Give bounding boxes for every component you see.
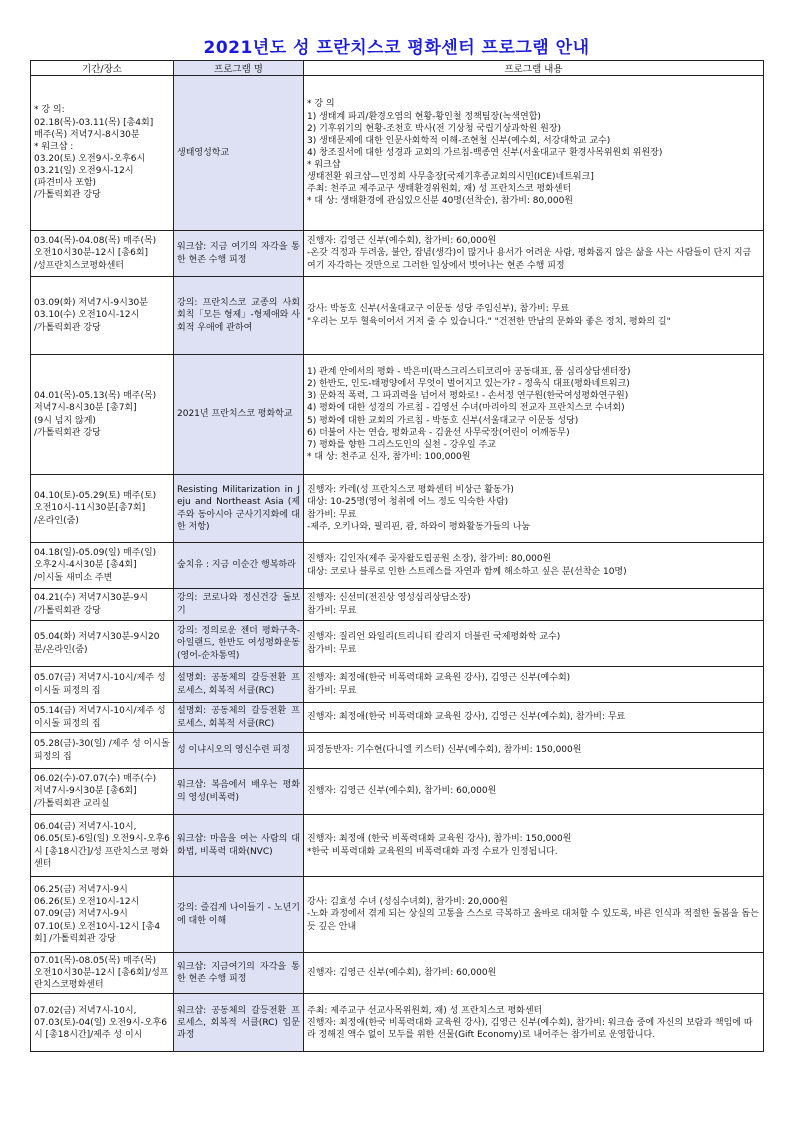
period-line: 오후2시-4시30분 [총4회] (34, 560, 137, 571)
content-line: 주최: 제주교구 선교사목위원회, 재) 성 프란치스코 평화센터 (307, 1005, 543, 1016)
program-content-cell (304, 355, 764, 475)
program-content-cell (304, 543, 764, 589)
table-row (31, 231, 764, 277)
period-cell (31, 667, 174, 703)
content-line: 참가비: 무료 (307, 685, 357, 696)
table-row (31, 277, 764, 355)
program-name-cell: 성 이냐시오의 영신수련 피정 (174, 733, 304, 769)
period-cell (31, 543, 174, 589)
content-line: 진행자: 신선미(전진상 영성심리상담소장) (307, 593, 471, 604)
content-line: 7) 평화를 향한 그리스도인의 실천 - 강우일 주교 (307, 439, 497, 450)
content-line: 진행자: 김영근 신부(예수회), 참가비: 60,000원 (307, 786, 497, 797)
content-line: * 대 상: 생태환경에 관심있으신분 40명(선착순), 참가비: 80,000원 (307, 196, 573, 207)
program-content-cell (304, 667, 764, 703)
content-line: 진행자: 김인자(제주 곶자왈도립공원 소장), 참가비: 80,000원 (307, 554, 552, 565)
period-line: 저녁7시-9시30분 [총6회] (34, 786, 137, 797)
program-content-cell (304, 621, 764, 667)
period-line: 06.05(토)-6일(일) 오전9시-오후6시 [총18시간]/성 프란치스코 평화센터 (34, 834, 170, 869)
table-body (31, 76, 764, 1052)
period-cell (31, 994, 174, 1052)
content-line: 강사: 김효성 수녀 (성심수녀회), 참가비: 20,000원 (307, 897, 508, 908)
header-program: 프로그램 명 (174, 61, 304, 76)
period-line: 07.10(토) 오전10시-12시 [총4회] /가톨릭회관 강당 (34, 921, 161, 944)
content-line: *한국 비폭력대화 교육원의 비폭력대화 과정 수료가 인정됩니다. (307, 846, 558, 857)
period-line: 07.02(금) 저녁7시-10시, (34, 1005, 137, 1016)
period-line: 04.18(일)-05.09(일) 매주(일) (34, 548, 157, 559)
period-line: 05.14(금) 저녁7시-10시/제주 성 이시돌 피정의 집 (34, 706, 166, 729)
program-name-cell: 워크샵: 마음을 여는 사람의 대화법, 비폭력 대화(NVC) (174, 815, 304, 877)
content-line: 진행자: 질리언 와일리(트리니티 칼리지 더블린 국제평화학 교수) (307, 632, 561, 643)
period-line: /온라인(줌) (34, 515, 79, 526)
content-line: * 강 의 (307, 99, 335, 110)
period-line: (파견미사 포함) (34, 178, 97, 189)
program-name-cell: 강의: 즐겁게 나이들기 - 노년기에 대한 이해 (174, 877, 304, 953)
content-line: 5) 평화에 대한 교회의 가르침 - 박동호 신부(서울대교구 이문동 성당) (307, 415, 579, 426)
program-content-cell (304, 231, 764, 277)
table-row (31, 589, 764, 621)
content-line: 2) 기후위기의 현황-조천호 박사(전 기상청 국립기상과학원 원장) (307, 123, 562, 134)
program-content-cell (304, 589, 764, 621)
content-line: 진행자: 카레(성 프란치스코 평화센터 비상근 활동가) (307, 485, 514, 496)
program-content-cell (304, 815, 764, 877)
page-title: 2021년도 성 프란치스코 평화센터 프로그램 안내 (203, 38, 590, 58)
content-line: 1) 관계 안에서의 평화 - 박은미(팍스크리스티코리아 공동대표, 품 심리상담센터장) (307, 366, 631, 377)
program-name-cell: 강의: 프란치스코 교종의 사회회칙「모든 형제」-형제애와 사회적 우애에 관하여 (174, 277, 304, 355)
program-name-cell: 워크샵: 지금여기의 자각을 통한 현존 수행 피정 (174, 953, 304, 994)
content-line: 3) 생태문제에 대한 인문사회학적 이해-조현철 신부(예수회, 서강대학교 교수) (307, 135, 611, 146)
period-cell (31, 733, 174, 769)
program-name-cell: 워크샵: 지금 여기의 자각을 통한 현존 수행 피정 (174, 231, 304, 277)
period-line: * 워크샵 : (34, 141, 74, 152)
period-cell (31, 475, 174, 543)
content-line: 4) 평화에 대한 성경의 가르침 - 김영선 수녀(마리아의 전교자 프란치스코 수녀회) (307, 403, 625, 414)
content-line: 진행자: 최정애(한국 비폭력대화 교육원 강사), 김영근 신부(예수회), 참가비: 워크숍 중에 자신의 보람과 책임에 따라 정해진 액수 없이 모두를 위한 선물(Gift Economy)로 내어주는 참가비로 운영합니다. (307, 1017, 753, 1040)
period-line: 04.21(수) 저녁7시30분-9시 (34, 593, 148, 604)
program-name-cell: 워크샵: 복음에서 배우는 평화의 영성(비폭력) (174, 769, 304, 815)
period-line: 05.07(금) 저녁7시-10시/제주 성 이시돌 피정의 집 (34, 673, 166, 696)
content-line: 진행자: 김영근 신부(예수회), 참가비: 60,000원 (307, 968, 497, 979)
period-cell (31, 953, 174, 994)
table-row (31, 76, 764, 231)
period-line: /가톨릭회관 강당 (34, 322, 101, 333)
program-content-cell (304, 76, 764, 231)
period-line: 오전10시30분-12시 [총6회]/성프란치스코평화센터 (34, 968, 169, 991)
content-line: 주최: 천주교 제주교구 생태환경위원회, 재) 성 프란치스코 평화센터 (307, 184, 572, 195)
content-line: "우리는 모두 혈육이어서 거저 줄 수 있습니다." "건전한 만남의 문화와 좋은 정치, 평화의 길" (307, 316, 671, 327)
content-line: 참가비: 무료 (307, 644, 357, 655)
program-name-cell: 생태영성학교 (174, 76, 304, 231)
table-row (31, 703, 764, 733)
content-line: -온갖 걱정과 두려움, 불안, 잡념(생각)이 많거나 용서가 어려운 사람, 평화롭지 않은 삶을 사는 사람들이 단지 지금 여기 자각하는 것만으로 그러한 일상에서 벗어나는 현존 수행 피정 (307, 248, 752, 271)
content-line: 강사: 박동호 신부(서울대교구 이문동 성당 주임신부), 참가비: 무료 (307, 304, 570, 315)
content-line: 대상: 10-25명(영어 청취에 어느 정도 익숙한 사람) (307, 497, 509, 508)
period-line: 03.20(토) 오전9시-오후6시 (34, 154, 146, 164)
period-line: /가톨릭회관 강당 (34, 190, 101, 201)
period-line: 저녁7시-8시30분 [총7회] (34, 403, 137, 414)
content-line: 6) 더불어 사는 연습, 평화교육 - 김윤선 사무국장(어린이 어깨동무) (307, 427, 570, 438)
period-line: 05.04(화) 저녁7시30분-9시20분/온라인(줌) (34, 632, 160, 655)
table-row (31, 355, 764, 475)
period-line: 07.09(금) 저녁7시-9시 (34, 909, 128, 920)
period-cell (31, 589, 174, 621)
table-row (31, 877, 764, 953)
table-row (31, 543, 764, 589)
table-row (31, 475, 764, 543)
period-line: 매주(목) 저녁7시-8시30분 (34, 129, 140, 140)
program-content-cell (304, 994, 764, 1052)
program-content-cell (304, 475, 764, 543)
content-line: 참가비: 무료 (307, 605, 357, 616)
period-line: 06.02(수)-07.07(수) 매주(수) (34, 774, 157, 785)
period-line: /성프란치스코평화센터 (34, 260, 124, 271)
period-cell (31, 769, 174, 815)
period-line: 06.25(금) 저녁7시-9시 (34, 885, 128, 896)
program-name-cell: 숲치유 : 지금 이순간 행복하라 (174, 543, 304, 589)
program-content-cell (304, 703, 764, 733)
period-cell (31, 815, 174, 877)
program-name-cell: 워크샵: 공동체의 갈등전환 프로세스, 회복적 서클(RC) 입문과정 (174, 994, 304, 1052)
content-line: 3) 문화적 폭력, 그 파괴력을 넘어서 평화로! - 손서정 연구원(한국여성평화연구원) (307, 391, 629, 402)
content-line: -노화 과정에서 겪게 되는 상실의 고통을 스스로 극복하고 올바로 대처할 수 있도록, 바른 인식과 적절한 돌봄을 돕는 듯 깊은 안내 (307, 909, 759, 932)
table-row (31, 667, 764, 703)
period-line: /가톨릭회관 교리실 (34, 798, 110, 809)
content-line: 진행자: 최정애(한국 비폭력대화 교육원 강사), 김영근 신부(예수회), 참가비: 무료 (307, 712, 626, 723)
content-line: 참가비: 무료 (307, 509, 357, 520)
program-content-cell (304, 733, 764, 769)
period-line: 03.21(일) 오전9시-12시 (34, 166, 134, 177)
content-line: * 워크샵 (307, 160, 341, 171)
period-line: 05.28(금)-30(일) /제주 성 이시돌 피정의 집 (34, 739, 170, 762)
content-line: 2) 한반도, 인도-태평양에서 무엇이 벌어지고 있는가? - 정욱식 대표(평화네트워크) (307, 379, 630, 390)
period-line: 03.09(화) 저녁7시-9시30분 (34, 298, 148, 309)
content-line: 생태전환 워크샵—민정희 사무총장[국제기후종교회의시민(ICE)네트워크] (307, 172, 594, 183)
period-line: 오전10시30분-12시 [총6회] (34, 248, 149, 259)
content-line: 대상: 코로나 블루로 인한 스트레스를 자연과 함께 해소하고 싶은 분(선착순 10명) (307, 566, 627, 577)
period-line: 06.26(토) 오전10시-12시 (34, 897, 140, 908)
content-line: 피정동반자: 기수현(다니엘 키스터) 신부(예수회), 참가비: 150,000원 (307, 745, 582, 756)
program-content-cell (304, 769, 764, 815)
program-name-cell: 강의: 코로나와 정신건강 돌보기 (174, 589, 304, 621)
table-row (31, 815, 764, 877)
content-line: 진행자: 최정애(한국 비폭력대화 교육원 강사), 김영근 신부(예수회) (307, 673, 571, 684)
period-line: * 강 의: (34, 105, 65, 116)
content-line: 4) 창조질서에 대한 성경과 교회의 가르침-백종연 신부(서울대교구 환경사목위원회 위원장) (307, 147, 663, 158)
period-line: 06.04(금) 저녁7시-10시, (34, 822, 137, 833)
period-line: 04.01(목)-05.13(목) 매주(목) (34, 391, 157, 402)
content-line: -제주, 오키나와, 필리핀, 괌, 하와이 평화활동가들의 나눔 (307, 521, 531, 532)
program-name-cell: 설명회: 공동체의 갈등전환 프로세스, 회복적 서클(RC) (174, 667, 304, 703)
period-cell (31, 355, 174, 475)
period-line: (9시 넘지 않게) (34, 415, 96, 426)
table-header-row (31, 61, 764, 76)
header-content: 프로그램 내용 (304, 61, 764, 76)
table-row (31, 994, 764, 1052)
period-line: /이시돌 새미소 주변 (34, 572, 113, 583)
content-line: 진행자: 김영근 신부(예수회), 참가비: 60,000원 (307, 236, 497, 247)
program-name-cell: 설명회: 공동체의 갈등전환 프로세스, 회복적 서클(RC) (174, 703, 304, 733)
period-cell (31, 76, 174, 231)
header-period: 기간/장소 (31, 61, 174, 76)
period-line: /가톨릭회관 강당 (34, 427, 101, 438)
period-cell (31, 231, 174, 277)
period-line: /가톨릭회관 강당 (34, 605, 101, 616)
table-row (31, 769, 764, 815)
period-line: 02.18(목)-03.11(목) [총4회] (34, 117, 154, 128)
program-name-cell: Resisting Militarization in Jeju and Northeast Asia (제주와 동아시아 군사기지화에 대한 저항) (174, 475, 304, 543)
period-cell (31, 621, 174, 667)
program-name-cell: 강의: 정의로운 젠더 평화구축-아일랜드, 한반도 여성평화운동 (영어-순차통역) (174, 621, 304, 667)
program-table (30, 60, 764, 1052)
program-content-cell (304, 877, 764, 953)
period-line: 04.10(토)-05.29(토) 매주(토) (34, 491, 157, 502)
period-line: 07.01(목)-08.05(목) 매주(목) (34, 956, 157, 966)
program-name-cell: 2021년 프란치스코 평화학교 (174, 355, 304, 475)
period-line: 03.04(목)-04.08(목) 매주(목) (34, 236, 157, 247)
table-row (31, 953, 764, 994)
period-line: 07.03(토)-04(일) 오전9시-오후6시 [총18시간]/제주 성 이시 (34, 1017, 167, 1040)
table-row (31, 733, 764, 769)
period-cell (31, 703, 174, 733)
content-line: 1) 생태계 파괴/환경오염의 현황-황인철 정책팀장(녹색연합) (307, 111, 541, 122)
period-cell (31, 877, 174, 953)
program-content-cell (304, 277, 764, 355)
content-line: 진행자: 최정애 (한국 비폭력대화 교육원 강사), 참가비: 150,000원 (307, 834, 572, 845)
period-cell (31, 277, 174, 355)
content-line: * 대 상: 천주교 신자, 참가비: 100,000원 (307, 451, 471, 462)
period-line: 03.10(수) 오전10시-12시 (34, 310, 140, 321)
table-row (31, 621, 764, 667)
period-line: 오전10시-11시30분[총7회] (34, 503, 146, 514)
program-content-cell (304, 953, 764, 994)
